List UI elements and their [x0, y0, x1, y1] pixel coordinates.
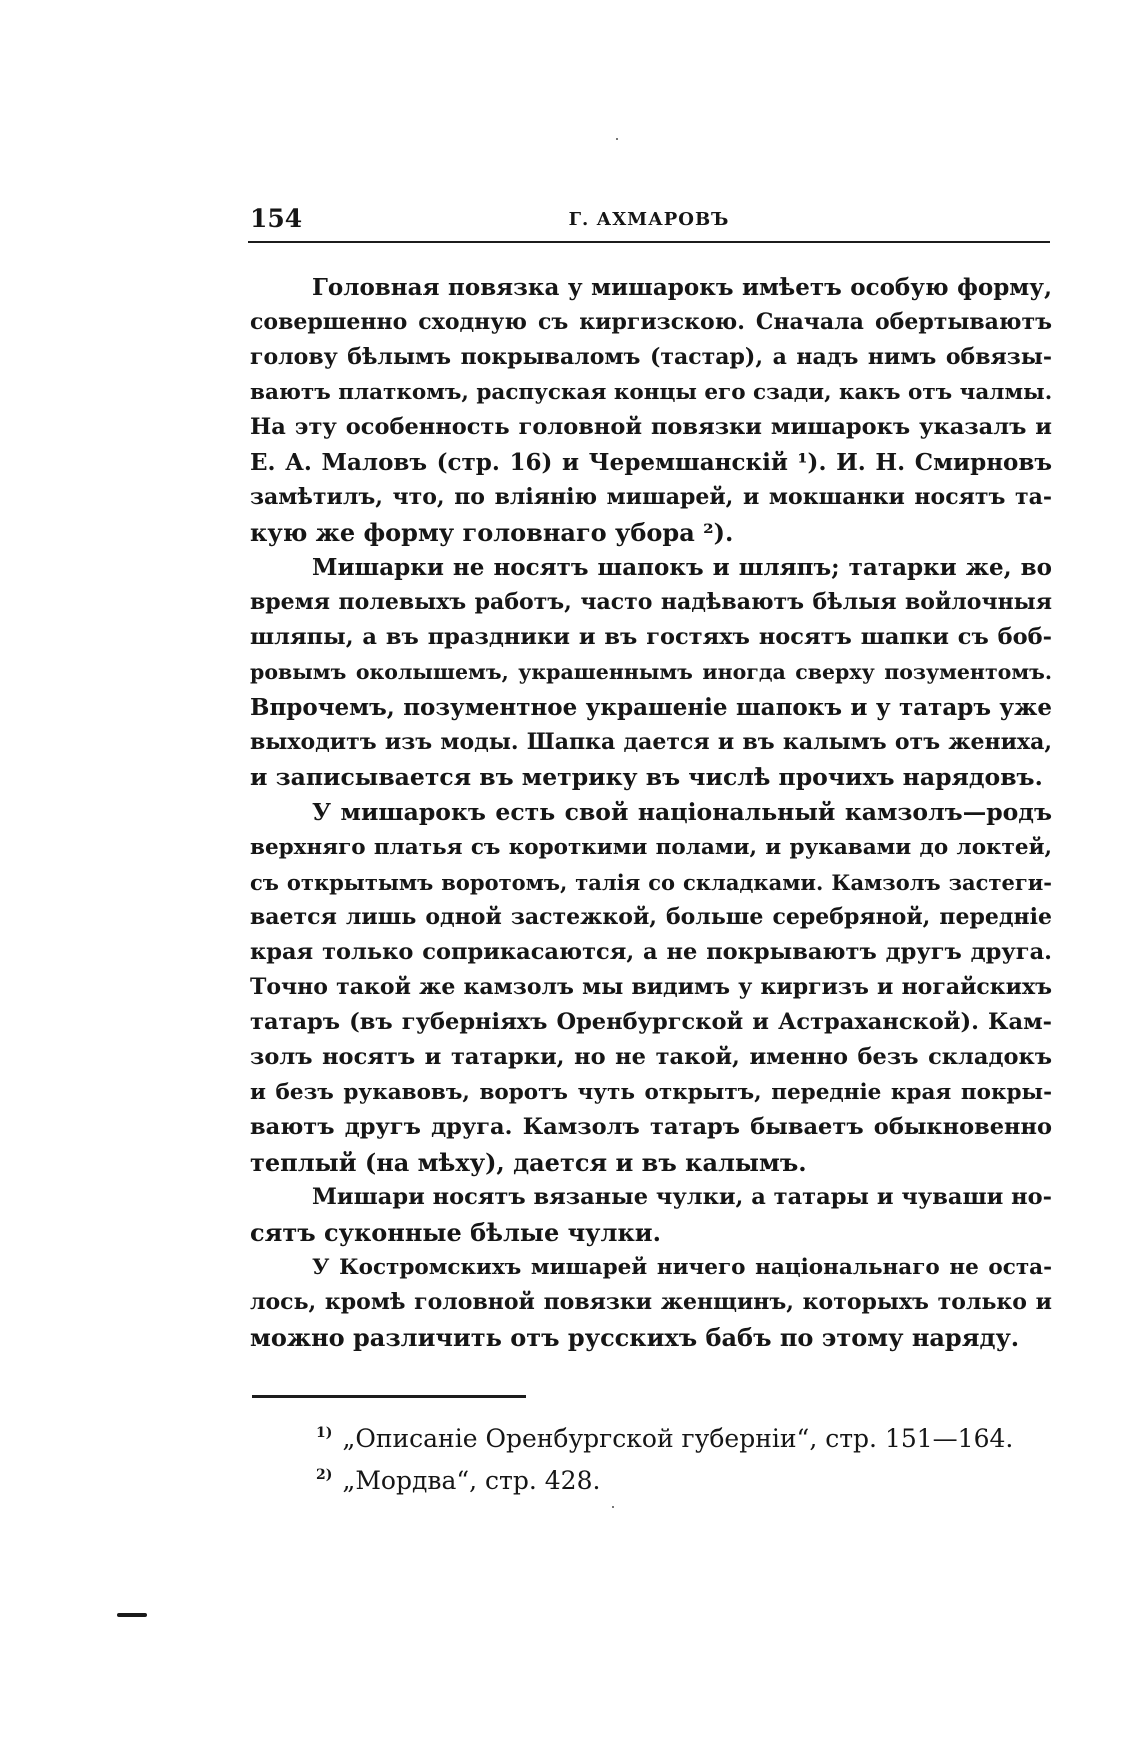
footnote	[316, 1412, 1036, 1454]
running-title: Г. АХМАРОВЪ	[568, 209, 730, 230]
footnote-rule	[252, 1395, 526, 1398]
text-line: ровымъ околышемъ, украшеннымъ иногда сверху позументомъ.	[250, 660, 1052, 684]
text-line: время полевыхъ работъ, часто надѣваютъ бѣлыя войлочныя	[250, 589, 1052, 615]
text-line: ваютъ платкомъ, распуская концы его сзади, какъ отъ чалмы.	[250, 380, 1053, 405]
text-line: сятъ суконные бѣлые чулки.	[250, 1218, 661, 1247]
scan-artifact	[117, 1613, 147, 1617]
scan-speck	[612, 1506, 614, 1508]
footnote-text: „Описаніе Оренбургской губерніи“, стр. 151—164.	[342, 1424, 1014, 1453]
text-line: шляпы, а въ праздники и въ гостяхъ носятъ шапки съ боб-	[250, 624, 1052, 650]
footnote	[316, 1454, 1036, 1496]
text-line: татаръ (въ губерніяхъ Оренбургской и Астраханской). Кам-	[250, 1009, 1052, 1035]
text-line: На эту особенность головной повязки мишарокъ указалъ и	[250, 414, 1052, 440]
footnote-mark: 1)	[316, 1425, 333, 1441]
text-line: Е. А. Маловъ (стр. 16) и Черемшанскій ¹). И. Н. Смирновъ	[250, 449, 1052, 476]
text-line: У мишарокъ есть свой національный камзолъ—родъ	[312, 798, 1052, 826]
page-header	[248, 204, 1050, 234]
text-line: Мишари носятъ вязаные чулки, а татары и чуваши но-	[312, 1184, 1052, 1210]
page-number: 154	[250, 204, 303, 233]
body-text	[250, 270, 1052, 1355]
text-line: края только соприкасаются, а не покрываютъ другъ друга.	[250, 939, 1052, 965]
footnotes	[316, 1412, 1036, 1496]
text-line: совершенно сходную съ киргизскою. Сначала обертываютъ	[250, 309, 1052, 335]
footnote-text: „Мордва“, стр. 428.	[342, 1466, 601, 1495]
text-line: Точно такой же камзолъ мы видимъ у киргизъ и ногайскихъ	[250, 974, 1052, 1000]
text-line: верхняго платья съ короткими полами, и рукавами до локтей,	[250, 835, 1052, 860]
footnote-mark: 2)	[316, 1467, 333, 1483]
text-line: и записывается въ метрику въ числѣ прочихъ нарядовъ.	[250, 763, 1043, 791]
text-line: Впрочемъ, позументное украшеніе шапокъ и у татаръ уже	[250, 694, 1052, 721]
scan-speck	[616, 138, 618, 140]
text-line: кую же форму головнаго убора ²).	[250, 518, 734, 547]
text-line: золъ носятъ и татарки, но не такой, именно безъ складокъ	[250, 1044, 1052, 1070]
text-line: замѣтилъ, что, по вліянію мишарей, и мокшанки носятъ та-	[250, 484, 1052, 510]
text-line: теплый (на мѣху), дается и въ калымъ.	[250, 1148, 807, 1177]
text-line: съ открытымъ воротомъ, талія со складками. Камзолъ застеги-	[250, 870, 1052, 895]
header-rule	[248, 241, 1050, 243]
text-line: ваютъ другъ друга. Камзолъ татаръ бываетъ обыкновенно	[250, 1114, 1052, 1140]
text-line: выходитъ изъ моды. Шапка дается и въ калымъ отъ жениха,	[250, 729, 1052, 755]
text-line: лось, кромѣ головной повязки женщинъ, которыхъ только и	[250, 1289, 1052, 1315]
text-line: голову бѣлымъ покрываломъ (тастар), а надъ нимъ обвязы-	[250, 344, 1052, 370]
text-line: и безъ рукавовъ, воротъ чуть открытъ, передніе края покры-	[250, 1080, 1052, 1105]
text-line: Мишарки не носятъ шапокъ и шляпъ; татарки же, во	[312, 554, 1052, 581]
text-line: Головная повязка у мишарокъ имѣетъ особую форму,	[312, 274, 1052, 301]
text-line: вается лишь одной застежкой, больше серебряной, передніе	[250, 904, 1052, 930]
text-line: можно различить отъ русскихъ бабъ по этому наряду.	[250, 1323, 1020, 1352]
text-line: У Костромскихъ мишарей ничего національнаго не оста-	[312, 1255, 1052, 1280]
